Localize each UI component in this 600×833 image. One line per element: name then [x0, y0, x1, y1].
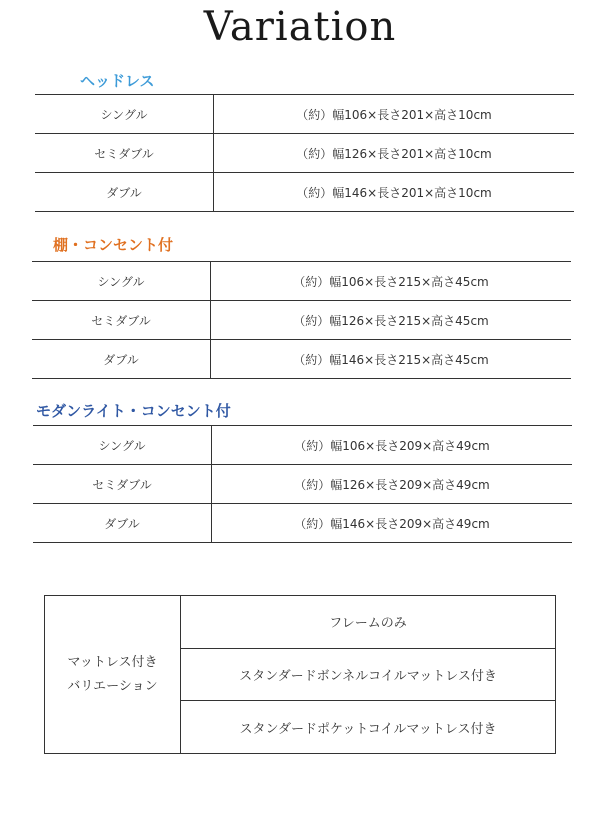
size-dims: （約）幅146×長さ209×高さ49cm	[294, 516, 490, 531]
size-name: シングル	[33, 426, 212, 465]
table-row	[33, 465, 572, 504]
table-row	[35, 95, 574, 134]
size-name: シングル	[35, 95, 214, 134]
size-name: シングル	[32, 262, 211, 301]
size-dims: （約）幅146×長さ201×高さ10cm	[296, 185, 492, 200]
mattress-label-line2: バリエーション	[67, 678, 158, 694]
size-name: ダブル	[32, 340, 211, 379]
mattress-options	[181, 596, 555, 753]
table-row	[32, 262, 571, 301]
page-title: Variation	[203, 4, 397, 50]
mattress-variation-label	[45, 596, 181, 753]
mattress-option-frame-only: フレームのみ	[329, 616, 407, 632]
table-row	[35, 173, 574, 212]
spec-table-headless	[35, 94, 574, 212]
size-dims: （約）幅106×長さ209×高さ49cm	[294, 438, 490, 453]
mattress-option-pocket: スタンダードポケットコイルマットレス付き	[181, 700, 555, 753]
size-name: ダブル	[33, 504, 212, 543]
section-title-shelf-outlet: 棚・コンセント付	[53, 236, 174, 254]
size-name: セミダブル	[35, 134, 214, 173]
spec-table-modern-light	[33, 425, 572, 543]
size-name: セミダブル	[32, 301, 211, 340]
spec-table-shelf-outlet	[32, 261, 571, 379]
mattress-option-bonnell: スタンダードボンネルコイルマットレス付き	[181, 648, 555, 701]
table-row	[32, 340, 571, 379]
size-dims: （約）幅126×長さ201×高さ10cm	[296, 146, 492, 161]
size-dims: （約）幅126×長さ209×高さ49cm	[294, 477, 490, 492]
size-dims: （約）幅106×長さ215×高さ45cm	[293, 274, 489, 289]
size-dims: （約）幅126×長さ215×高さ45cm	[293, 313, 489, 328]
mattress-variation-table	[44, 595, 556, 754]
table-row	[33, 426, 572, 465]
table-row	[33, 504, 572, 543]
size-dims: （約）幅106×長さ201×高さ10cm	[296, 107, 492, 122]
mattress-label-line1: マットレス付き	[67, 654, 158, 670]
size-dims: （約）幅146×長さ215×高さ45cm	[293, 352, 489, 367]
section-title-headless: ヘッドレス	[80, 72, 155, 90]
table-row	[32, 301, 571, 340]
section-title-modern-light: モダンライト・コンセント付	[36, 402, 231, 420]
table-row	[35, 134, 574, 173]
size-name: セミダブル	[33, 465, 212, 504]
size-name: ダブル	[35, 173, 214, 212]
